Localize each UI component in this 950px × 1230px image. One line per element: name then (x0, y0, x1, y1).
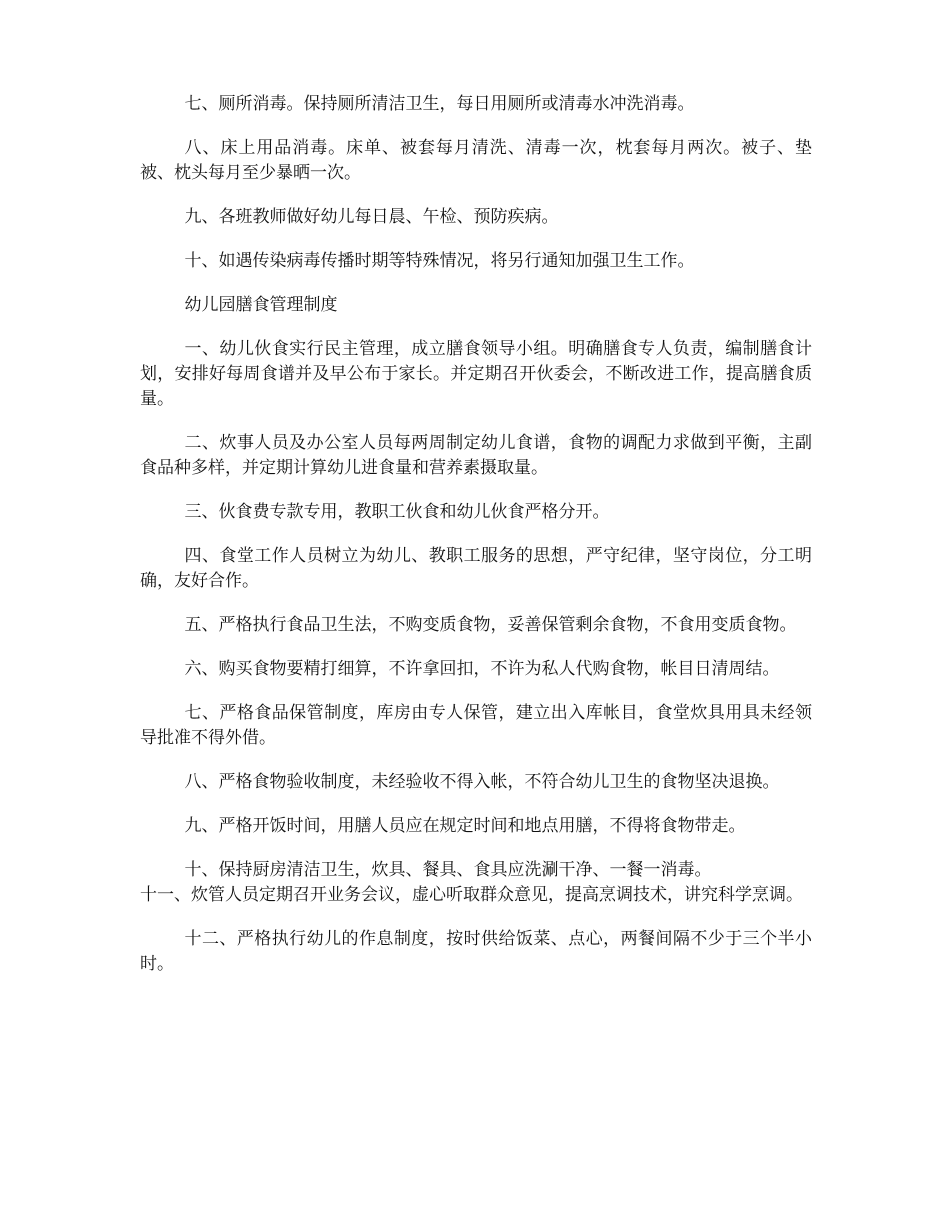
section-heading-meal-management: 幼儿园膳食管理制度 (184, 295, 338, 315)
paragraph-meal-rule-8: 八、严格食物验收制度，未经验收不得入帐，不符合幼儿卫生的食物坚决退换。 (184, 772, 780, 792)
paragraph-meal-rule-12: 十二、严格执行幼儿的作息制度，按时供给饭菜、点心，两餐间隔不少于三个半小时。 (140, 929, 812, 974)
paragraph-meal-rule-9: 九、严格开饭时间，用膳人员应在规定时间和地点用膳，不得将食物带走。 (184, 816, 746, 836)
paragraph-meal-rule-6: 六、购买食物要精打细算，不许拿回扣，不许为私人代购食物，帐目日清周结。 (184, 659, 780, 679)
paragraph-meal-rule-4: 四、食堂工作人员树立为幼儿、教职工服务的思想，严守纪律，坚守岗位，分工明确，友好合作。 (140, 546, 812, 591)
paragraph-meal-rule-3: 三、伙食费专款专用，教职工伙食和幼儿伙食严格分开。 (184, 502, 610, 522)
paragraph-meal-rule-11: 十一、炊管人员定期召开业务会议，虚心听取群众意见，提高烹调技术，讲究科学烹调。 (140, 885, 803, 905)
paragraph-epidemic-notice: 十、如遇传染病毒传播时期等特殊情况，将另行通知加强卫生工作。 (184, 251, 695, 271)
paragraph-toilet-disinfection: 七、厕所消毒。保持厕所清洁卫生，每日用厕所或清毒水冲洗消毒。 (184, 94, 695, 114)
paragraph-meal-rule-10-11 (140, 858, 812, 908)
paragraph-bedding-disinfection: 八、床上用品消毒。床单、被套每月清洗、清毒一次，枕套每月两次。被子、垫被、枕头每月至少暴晒一次。 (140, 138, 812, 183)
paragraph-meal-rule-10: 十、保持厨房清洁卫生，炊具、餐具、食具应洗涮干净、一餐一消毒。 (184, 860, 712, 880)
paragraph-health-check: 九、各班教师做好幼儿每日晨、午检、预防疾病。 (184, 207, 559, 227)
paragraph-meal-rule-1: 一、幼儿伙食实行民主管理，成立膳食领导小组。明确膳食专人负责，编制膳食计划，安排好每周食谱并及早公布于家长。并定期召开伙委会，不断改进工作，提高膳食质量。 (140, 339, 812, 409)
document-page (140, 92, 812, 977)
paragraph-meal-rule-2: 二、炊事人员及办公室人员每两周制定幼儿食谱，食物的调配力求做到平衡，主副食品种多样，并定期计算幼儿进食量和营养素摄取量。 (140, 433, 812, 478)
paragraph-meal-rule-5: 五、严格执行食品卫生法，不购变质食物，妥善保管剩余食物，不食用变质食物。 (184, 615, 797, 635)
paragraph-meal-rule-7: 七、严格食品保管制度，库房由专人保管，建立出入库帐目，食堂炊具用具未经领导批准不得外借。 (140, 703, 812, 748)
